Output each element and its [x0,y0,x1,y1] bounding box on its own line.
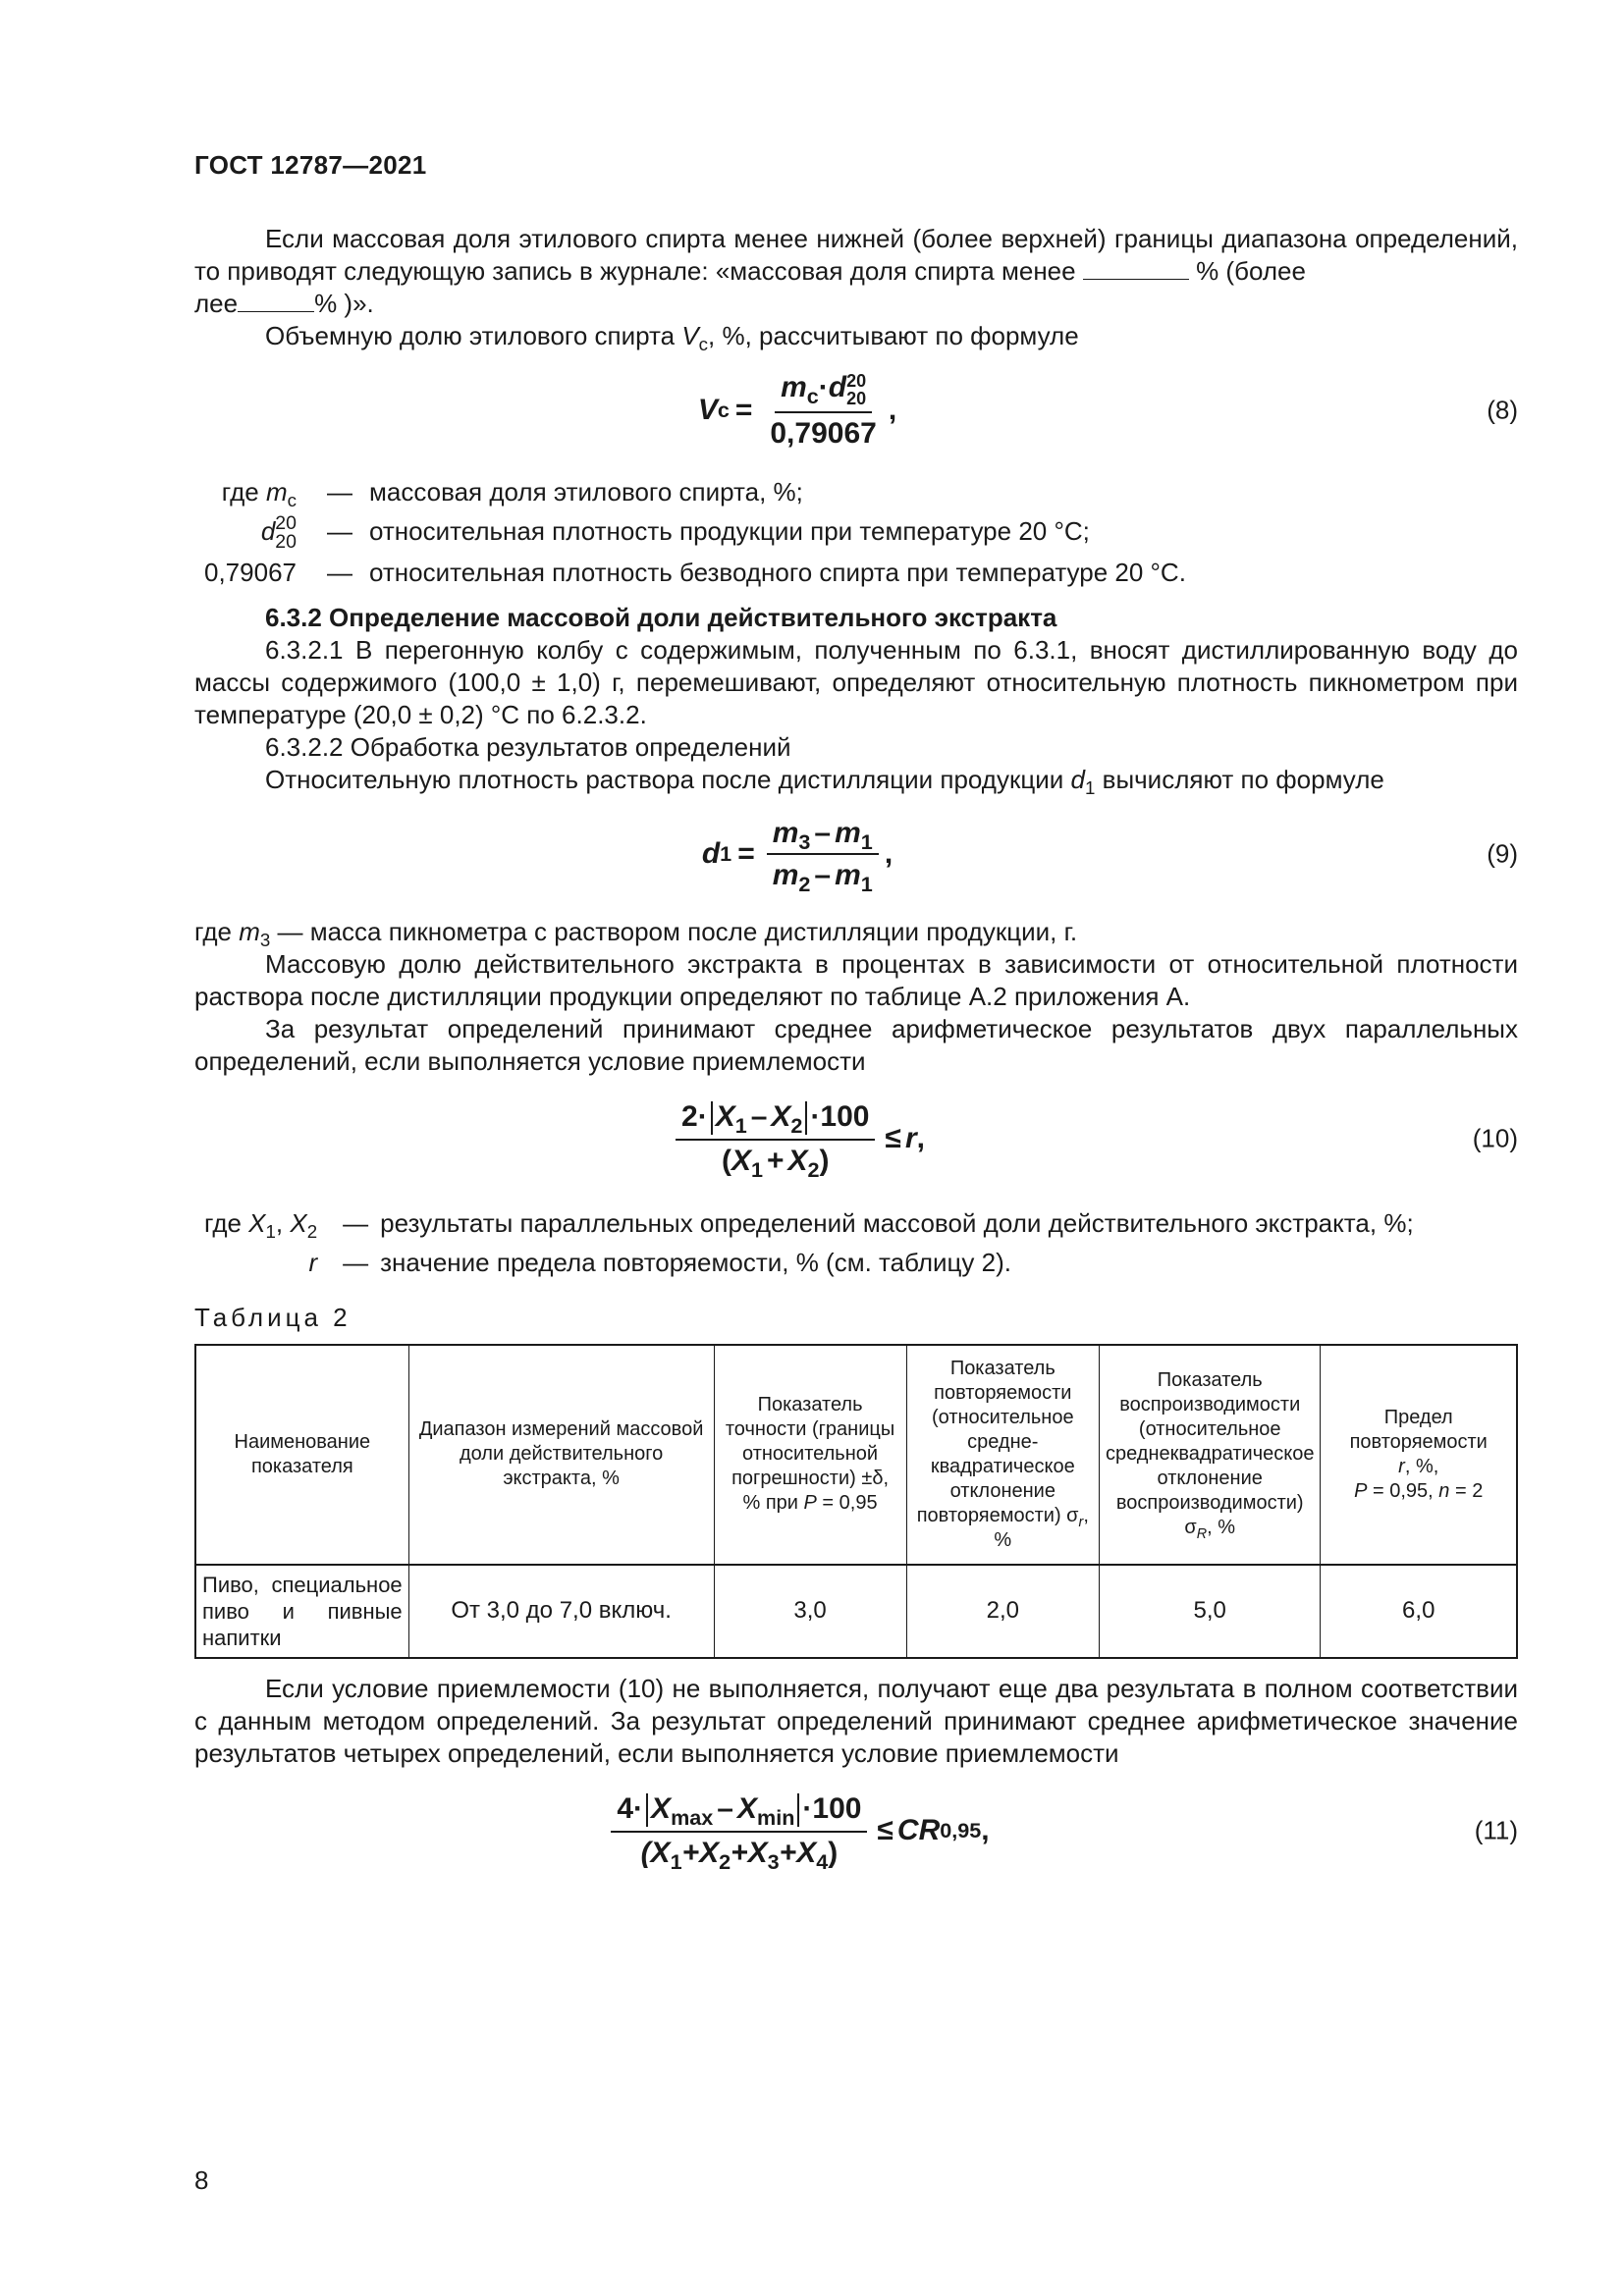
table-header-row [195,1345,1517,1565]
table-caption: Таблица 2 [194,1302,352,1332]
table-header-cell: Показатель повторяемости (относительное средне-квадратическое отклонение повторяемости) $\sigma_r$, % [906,1345,1099,1565]
section-heading-6-3-2: 6.3.2 Определение массовой доли действительного экстракта [265,602,1057,632]
formula-10: $\frac{2\cdot X_1 - X_2 \cdot 100}{(X_1 + X_2)}$ ≤ r , (10) [194,1088,1518,1190]
paragraph-6-3-2-2: 6.3.2.2 Обработка результатов определений [265,731,791,762]
equation-number-11: (11) [1474,1815,1518,1845]
table-header-cell: Предел повторяемости r, %, P = 0,95, n = 2 [1321,1345,1517,1565]
formula-8-fraction: $m_c\cdot d$ 20 20 0,79067 [770,370,877,450]
table-cell: Пиво, специальное пиво и пивные напитки [195,1565,408,1658]
table-cell: 3,0 [714,1565,906,1658]
table-cell: 2,0 [906,1565,1099,1658]
formula-11-fraction: $\frac{4\cdot X_{max} - X_{min} \cdot 100}{(X_1+X_2+X_3+X_4)}$ [611,1792,867,1869]
paragraph-6-3-2-1: 6.3.2.1 В перегонную колбу с содержимым, полученным по 6.3.1, вносят дистиллированную воду до массы содержимого (100,0 ± 1,0) г, перемешивают, определяют относительную плотность пикнометром при температуре (20,0 ± 0,2) °С по 6.2.3.2. [194,634,1518,729]
table-cell: 5,0 [1099,1565,1320,1658]
table-header-cell: Показатель воспроизводимости (относительное среднеквадратическое отклонение воспроизводимости) $\sigma_R$, % [1099,1345,1320,1565]
paragraph-after-table: Если условие приемлемости (10) не выполняется, получают еще два результата в полном соответствии с данным методом определений. За результат определений принимают среднее арифметическое значение результатов четырех определений, если выполняется условие приемлемости [194,1673,1518,1768]
blank-line [1083,257,1189,280]
document-id: ГОСТ 12787—2021 [194,150,427,180]
formula-8-legend: где $m_с$ — массовая доля этилового спирта, %; d 20 20 — относительная плотность продукции при температуре 20 °С; 0,79067 — относительная плотность безводного спирта при температуре 20 °С. [204,477,1186,587]
formula-9-legend: где $m_3$ — масса пикнометра с раствором после дистилляции продукции, г. [194,916,1078,950]
paragraph-result: За результат определений принимают среднее арифметическое результатов двух параллельных определений, если выполняется условие приемлемости [194,1013,1518,1076]
table-header-cell: Наименование показателя [195,1345,408,1565]
table-row [195,1565,1517,1658]
abs-bar [711,1101,713,1135]
formula-9: d 1 = $\frac{m_3 - m_1}{m_2 - m_1}$ , (9) [701,816,1518,896]
formula-10-fraction: $\frac{2\cdot X_1 - X_2 \cdot 100}{(X_1 + X_2)}$ [676,1100,875,1177]
table-cell: 6,0 [1321,1565,1517,1658]
paragraph-d1-formula-intro: Относительную плотность раствора после дистилляции продукции $d_1$ вычисляют по формуле [265,764,1384,798]
abs-bar [805,1101,807,1135]
table-cell: От 3,0 до 7,0 включ. [408,1565,714,1658]
abs-bar [797,1793,799,1827]
formula-8: V c = $m_c\cdot d$ 20 20 0,79067 , (8) [697,370,1518,450]
paragraph-volume-fraction: Объемную долю этилового спирта $V_с$, %, рассчитывают по формуле [265,321,1079,355]
paragraph-range-note: Если массовая доля этилового спирта менее нижней (более верхней) границы диапазона определений, то приводят следующую запись в журнале: «массовая доля спирта менее % (более лее % )». [194,224,1518,318]
formula-9-fraction: $\frac{m_3 - m_1}{m_2 - m_1}$ [767,817,879,891]
table-2 [194,1344,1518,1659]
equation-number-8: (8) [1487,395,1518,425]
table-header-cell: Показатель точности (границы относительной погрешности) ±δ, % при P = 0,95 [714,1345,906,1565]
paragraph-mass-fraction: Массовую долю действительного экстракта в процентах в зависимости от относительной плотности раствора после дистилляции продукции определяют по таблице А.2 приложения А. [194,948,1518,1011]
page-number: 8 [194,2165,209,2195]
equation-number-9: (9) [1487,838,1518,869]
abs-bar [646,1793,648,1827]
blank-line [238,290,314,312]
formula-11: $\frac{4\cdot X_{max} - X_{min} \cdot 100}{(X_1+X_2+X_3+X_4)}$ ≤ CR 0,95 , (11) [194,1780,1518,1882]
formula-10-legend: где $X_1$, $X_2$ — результаты параллельных определений массовой доли действительного экстракта, %; r — значение предела повторяемости, % (см. таблицу 2). [204,1207,1414,1277]
equation-number-10: (10) [1472,1123,1518,1153]
table-header-cell: Диапазон измерений массовой доли действительного экстракта, % [408,1345,714,1565]
